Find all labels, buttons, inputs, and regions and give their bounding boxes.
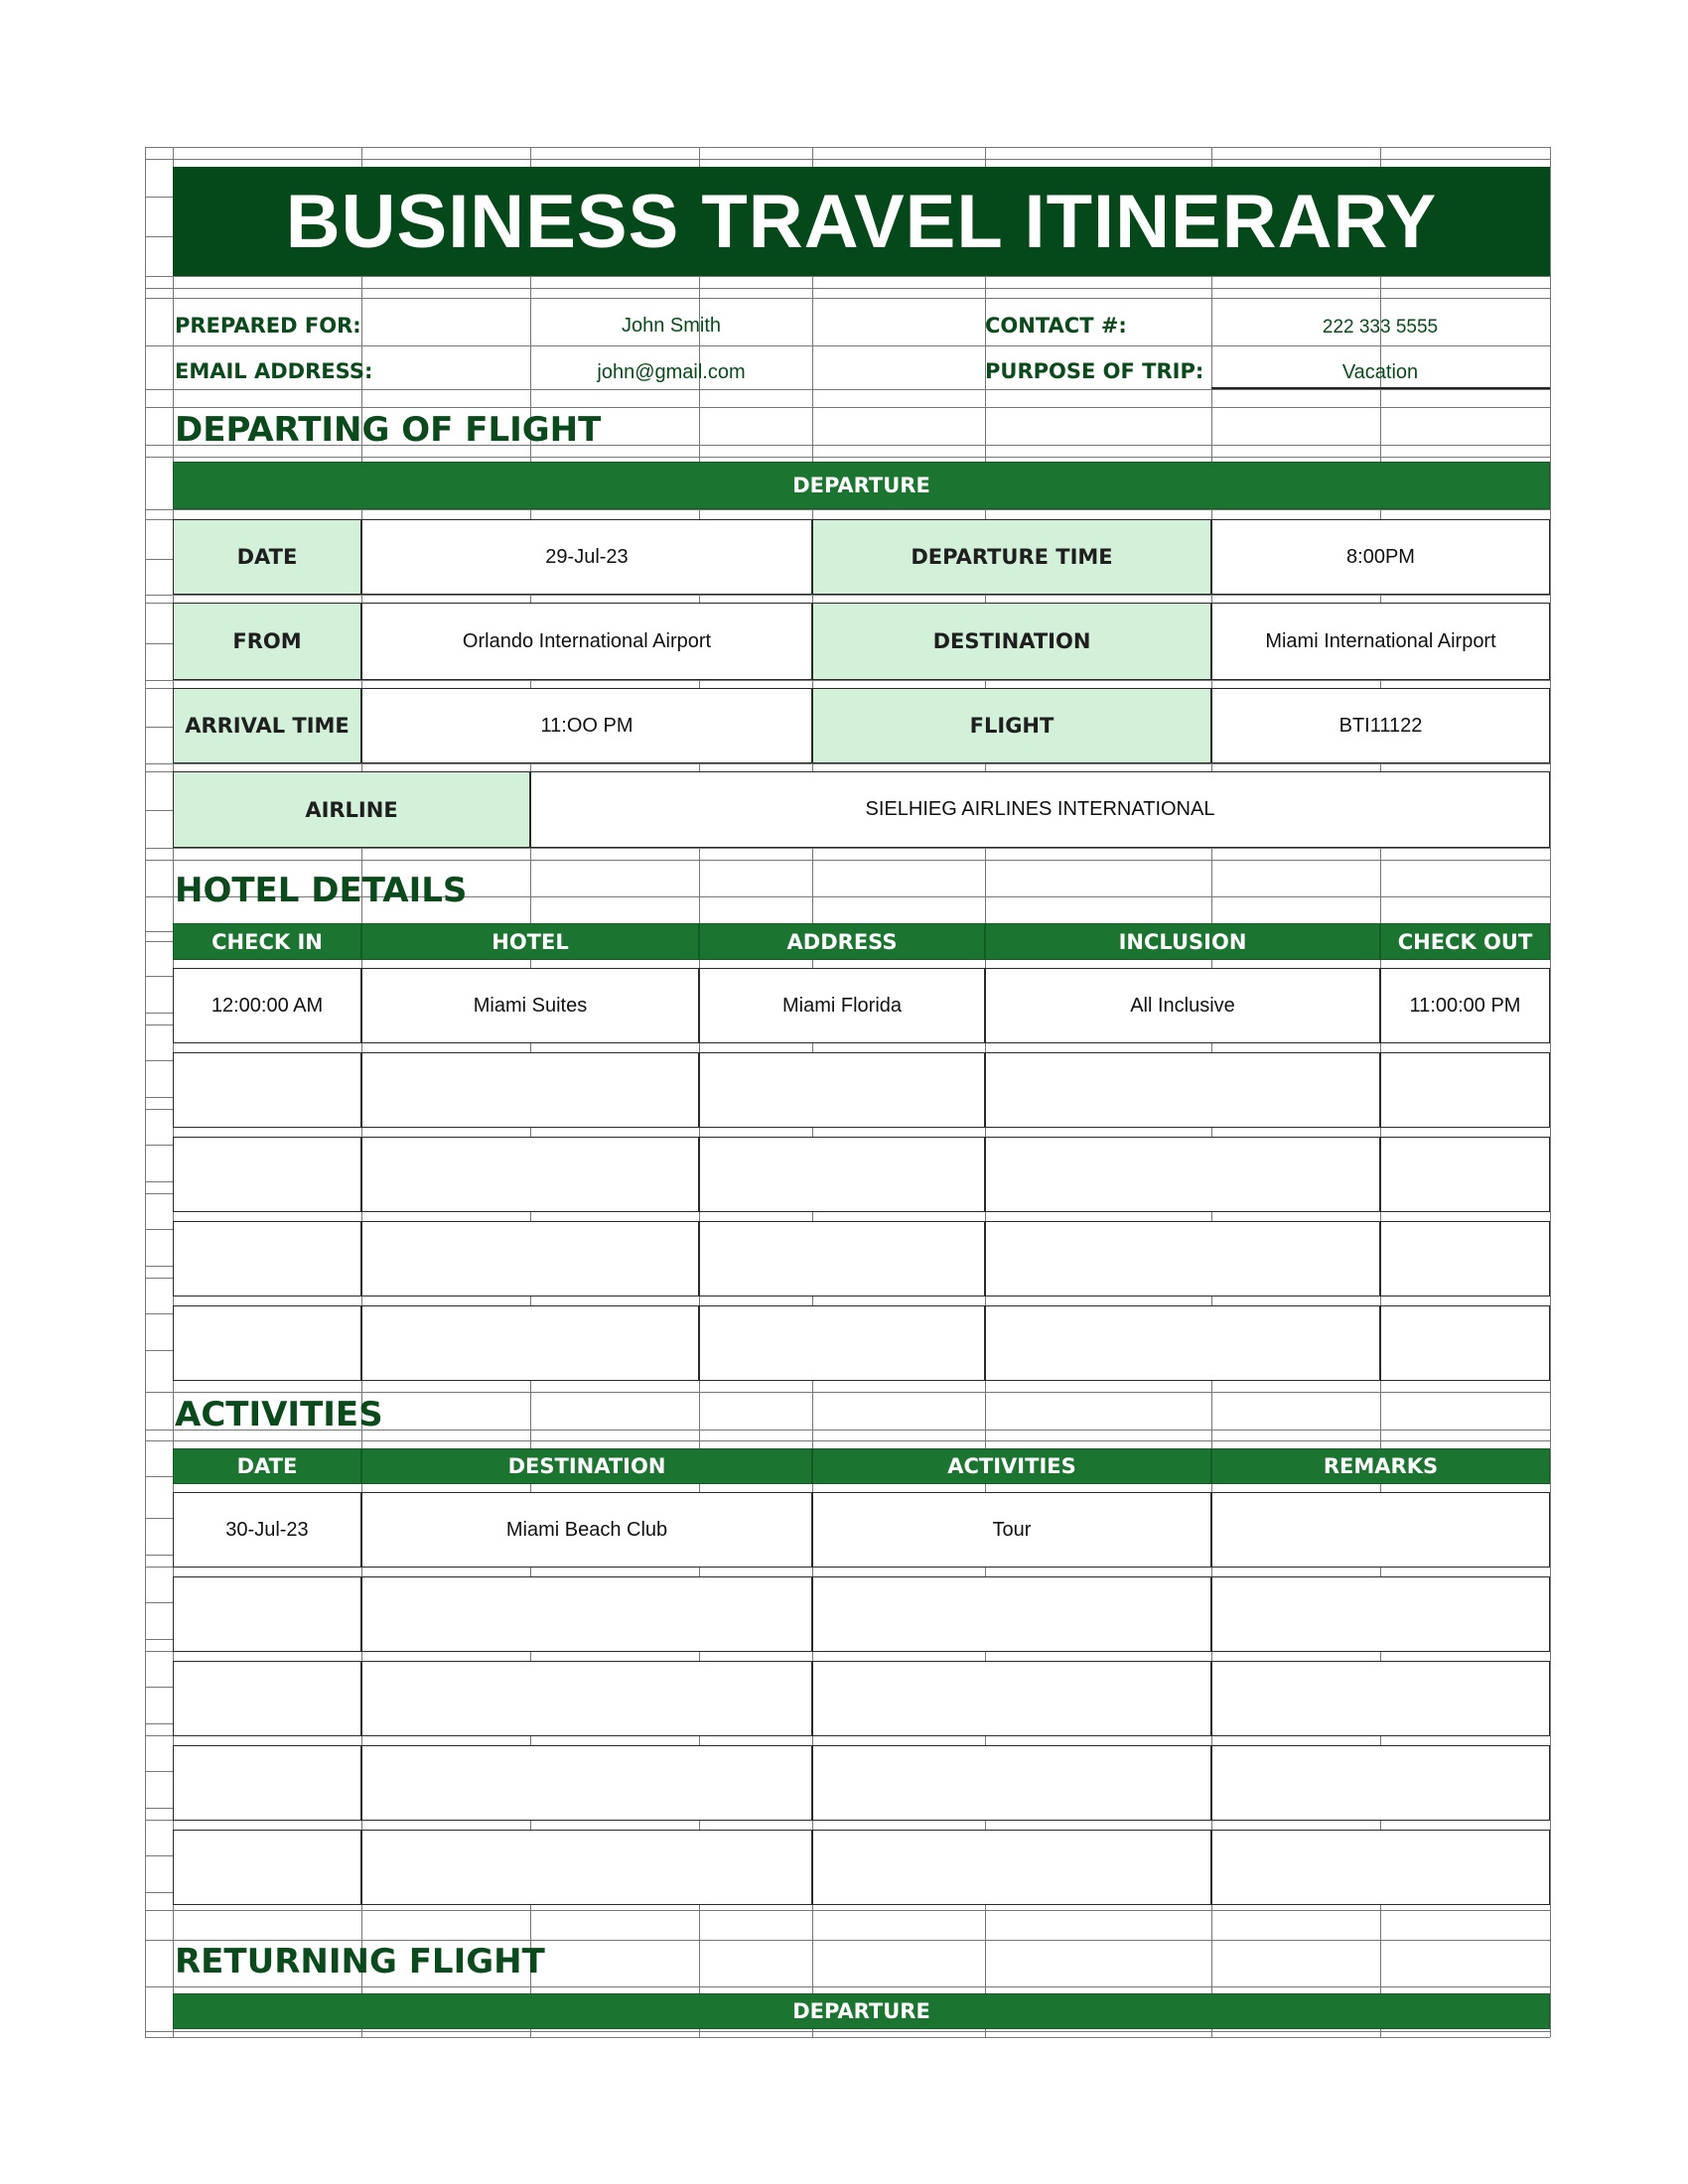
activities-table-cell[interactable] [1211, 1830, 1550, 1905]
activities-header-cell: REMARKS [1211, 1448, 1550, 1484]
activities-table-cell[interactable]: Tour [812, 1492, 1211, 1568]
date-label: DATE [173, 519, 361, 595]
hotel-table-cell[interactable] [361, 1137, 699, 1212]
hotel-table-cell[interactable]: All Inclusive [985, 968, 1380, 1043]
activities-table-cell[interactable] [812, 1745, 1211, 1821]
hotel-table-cell[interactable] [1380, 1305, 1550, 1381]
returning-departure-band: DEPARTURE [173, 1993, 1550, 2029]
activities-table-cell[interactable] [1211, 1492, 1550, 1568]
email-label: EMAIL ADDRESS: [175, 359, 373, 383]
hotel-table-cell[interactable] [699, 1305, 985, 1381]
grid-row-line [145, 1986, 1550, 1987]
purpose-value[interactable]: Vacation [1341, 361, 1419, 383]
activities-table-cell[interactable] [361, 1830, 812, 1905]
activities-table-cell[interactable] [812, 1576, 1211, 1652]
activities-header-cell: DESTINATION [361, 1448, 812, 1484]
flight-value[interactable]: BTI11122 [1211, 688, 1550, 763]
hotel-table-cell[interactable] [985, 1305, 1380, 1381]
grid-row-line [145, 276, 1550, 277]
grid-row-line [145, 288, 1550, 289]
hotel-table-cell[interactable]: Miami Florida [699, 968, 985, 1043]
grid-row-line [145, 457, 1550, 458]
returning-heading: RETURNING FLIGHT [175, 1942, 545, 1981]
prepared-for-label: PREPARED FOR: [175, 314, 361, 338]
grid-row-line [145, 1392, 1550, 1393]
grid-row-line [145, 509, 1550, 510]
grid-row-line [145, 298, 1550, 299]
hotel-table-cell[interactable] [985, 1052, 1380, 1128]
hotel-table-cell[interactable] [173, 1221, 361, 1297]
activities-table-cell[interactable]: 30-Jul-23 [173, 1492, 361, 1568]
grid-row-line [145, 1440, 1550, 1441]
activities-header-cell: ACTIVITIES [812, 1448, 1211, 1484]
activities-table-cell[interactable] [361, 1745, 812, 1821]
hotel-table-cell[interactable]: Miami Suites [361, 968, 699, 1043]
purpose-underline [1211, 387, 1550, 389]
grid-row-line [145, 407, 1550, 408]
itinerary-sheet [145, 147, 1550, 2037]
hotel-header-cell: CHECK OUT [1380, 923, 1550, 960]
grid-column-line [1550, 147, 1551, 2037]
grid-row-line [145, 595, 1550, 596]
purpose-label: PURPOSE OF TRIP: [985, 359, 1204, 383]
grid-row-line [145, 389, 1550, 390]
activities-table-cell[interactable]: Miami Beach Club [361, 1492, 812, 1568]
activities-table-cell[interactable] [173, 1745, 361, 1821]
destination-label: DESTINATION [812, 603, 1211, 680]
departure-time-label: DEPARTURE TIME [812, 519, 1211, 595]
departure-time-value[interactable]: 8:00PM [1211, 519, 1550, 595]
hotel-header-cell: ADDRESS [699, 923, 985, 960]
activities-heading: ACTIVITIES [175, 1395, 383, 1434]
destination-value[interactable]: Miami International Airport [1211, 603, 1550, 680]
activities-table-cell[interactable] [173, 1661, 361, 1736]
grid-row-line [145, 1940, 1550, 1941]
activities-table-cell[interactable] [361, 1661, 812, 1736]
hotel-table-cell[interactable] [1380, 1137, 1550, 1212]
activities-table-cell[interactable] [812, 1661, 1211, 1736]
arrival-time-value[interactable]: 11:OO PM [361, 688, 812, 763]
departure-band: DEPARTURE [173, 462, 1550, 509]
page-title: BUSINESS TRAVEL ITINERARY [285, 179, 1438, 264]
hotel-table-cell[interactable]: 11:00:00 PM [1380, 968, 1550, 1043]
hotel-table-cell[interactable] [985, 1137, 1380, 1212]
grid-row-line [145, 345, 1550, 346]
from-label: FROM [173, 603, 361, 680]
airline-label: AIRLINE [173, 771, 530, 848]
activities-table-cell[interactable] [361, 1576, 812, 1652]
email-value[interactable]: john@gmail.com [597, 361, 746, 383]
hotel-table-cell[interactable] [173, 1052, 361, 1128]
hotel-table-cell[interactable] [985, 1221, 1380, 1297]
date-value[interactable]: 29-Jul-23 [361, 519, 812, 595]
grid-row-line [145, 2031, 1550, 2032]
hotel-table-cell[interactable] [361, 1052, 699, 1128]
hotel-header-cell: HOTEL [361, 923, 699, 960]
contact-value[interactable]: 222 333 5555 [1322, 317, 1439, 338]
activities-table-cell[interactable] [812, 1830, 1211, 1905]
hotel-table-cell[interactable] [699, 1221, 985, 1297]
grid-row-line [145, 680, 1550, 681]
hotel-table-cell[interactable] [699, 1137, 985, 1212]
grid-row-line [145, 763, 1550, 764]
hotel-heading: HOTEL DETAILS [175, 871, 468, 910]
contact-label: CONTACT #: [985, 314, 1127, 338]
activities-table-cell[interactable] [1211, 1576, 1550, 1652]
grid-row-line [145, 848, 1550, 849]
hotel-table-cell[interactable] [173, 1137, 361, 1212]
hotel-table-cell[interactable]: 12:00:00 AM [173, 968, 361, 1043]
activities-table-cell[interactable] [173, 1830, 361, 1905]
grid-row-line [145, 159, 1550, 160]
hotel-table-cell[interactable] [1380, 1221, 1550, 1297]
activities-table-cell[interactable] [173, 1576, 361, 1652]
grid-row-line [145, 147, 1550, 148]
prepared-for-value[interactable]: John Smith [621, 315, 722, 337]
hotel-table-cell[interactable] [699, 1052, 985, 1128]
grid-row-line [145, 860, 1550, 861]
activities-header-cell: DATE [173, 1448, 361, 1484]
grid-row-line [145, 2037, 1550, 2038]
grid-column-line [145, 147, 146, 2037]
hotel-table-cell[interactable] [173, 1305, 361, 1381]
arrival-time-label: ARRIVAL TIME [173, 688, 361, 763]
airline-value[interactable]: SIELHIEG AIRLINES INTERNATIONAL [530, 771, 1550, 848]
flight-label: FLIGHT [812, 688, 1211, 763]
activities-table-cell[interactable] [1211, 1661, 1550, 1736]
title-banner [173, 167, 1550, 276]
hotel-table-cell[interactable] [361, 1305, 699, 1381]
grid-row-line [145, 1910, 1550, 1911]
activities-table-cell[interactable] [1211, 1745, 1550, 1821]
hotel-table-cell[interactable] [361, 1221, 699, 1297]
hotel-header-cell: CHECK IN [173, 923, 361, 960]
from-value[interactable]: Orlando International Airport [361, 603, 812, 680]
hotel-table-cell[interactable] [1380, 1052, 1550, 1128]
departing-heading: DEPARTING OF FLIGHT [175, 410, 602, 450]
hotel-header-cell: INCLUSION [985, 923, 1380, 960]
